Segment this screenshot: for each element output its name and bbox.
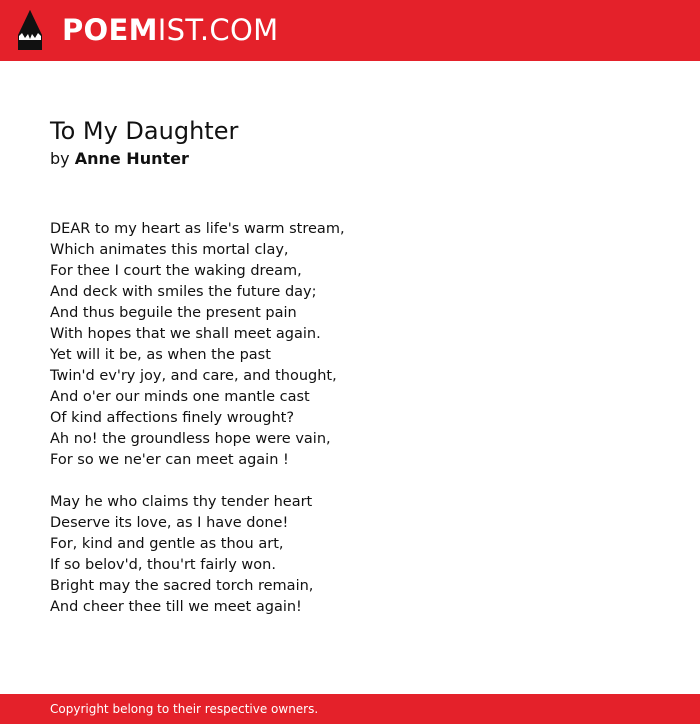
poem-stanza: [50, 219, 345, 471]
site-logo[interactable]: [62, 12, 278, 48]
poem-byline: [50, 148, 189, 170]
poem-body: [50, 219, 345, 639]
poem-line: DEAR to my heart as life's warm stream,: [50, 221, 345, 237]
poem-line: If so belov'd, thou'rt fairly won.: [50, 557, 276, 573]
poem-line: And thus beguile the present pain: [50, 305, 297, 321]
site-footer: [0, 694, 700, 724]
poem-line: Which animates this mortal clay,: [50, 242, 289, 258]
poem-line: And cheer thee till we meet again!: [50, 599, 302, 615]
poem-line: For thee I court the waking dream,: [50, 263, 302, 279]
poem-line: Yet will it be, as when the past: [50, 347, 271, 363]
poem-line: Twin'd ev'ry joy, and care, and thought,: [50, 368, 337, 384]
logo-text-light: IST.COM: [157, 13, 279, 47]
pencil-tip-icon[interactable]: [17, 9, 43, 51]
poem-title: To My Daughter: [50, 117, 239, 145]
poem-line: For, kind and gentle as thou art,: [50, 536, 284, 552]
by-label: by: [50, 149, 70, 168]
logo-text-strong: POEM: [62, 13, 158, 47]
poem-line: May he who claims thy tender heart: [50, 494, 313, 510]
poem-line: And deck with smiles the future day;: [50, 284, 317, 300]
poem-line: For so we ne'er can meet again !: [50, 452, 289, 468]
poem-line: Bright may the sacred torch remain,: [50, 578, 314, 594]
site-header: [0, 0, 700, 61]
poem-line: With hopes that we shall meet again.: [50, 326, 321, 342]
poem-line: Ah no! the groundless hope were vain,: [50, 431, 331, 447]
poem-line: Of kind affections finely wrought?: [50, 410, 295, 426]
poem-stanza: [50, 492, 345, 618]
copyright-text: Copyright belong to their respective owners.: [50, 702, 319, 716]
poem-line: Deserve its love, as I have done!: [50, 515, 289, 531]
poem-author: Anne Hunter: [74, 149, 189, 168]
poem-line: And o'er our minds one mantle cast: [50, 389, 310, 405]
